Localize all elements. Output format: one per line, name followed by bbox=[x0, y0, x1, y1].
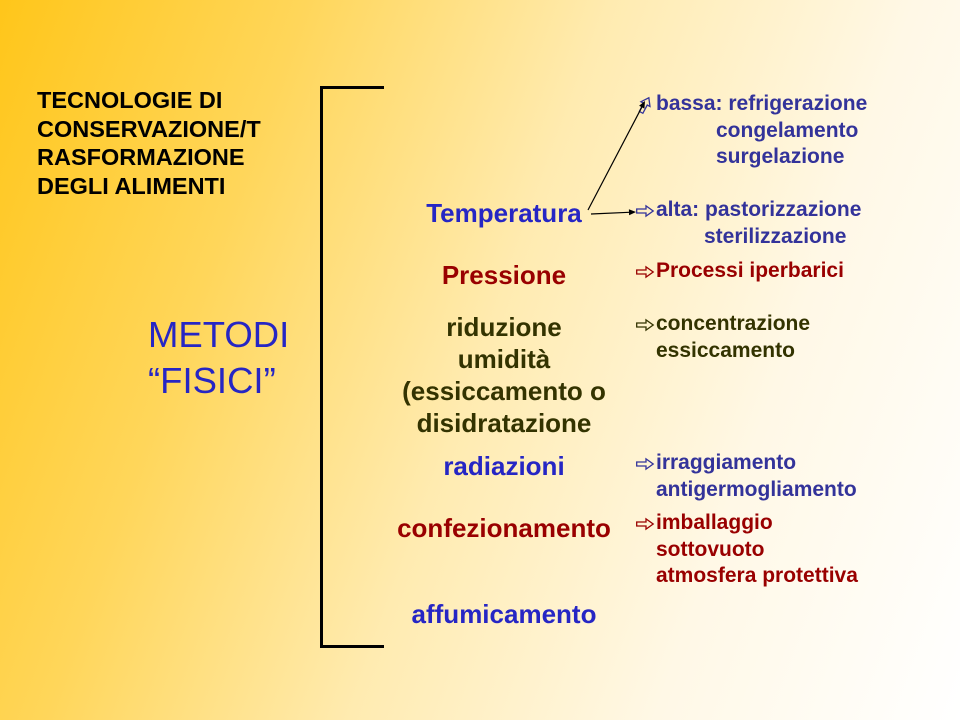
title-line: RASFORMAZIONE bbox=[37, 144, 245, 170]
slide-title bbox=[37, 86, 261, 200]
method-label: Pressione bbox=[441, 260, 567, 290]
title-line: TECNOLOGIE DI bbox=[37, 87, 223, 113]
bracket bbox=[320, 86, 384, 648]
method-label: Temperatura bbox=[426, 198, 582, 228]
method-temperatura bbox=[384, 197, 624, 229]
hollow-right-arrow-icon bbox=[636, 518, 654, 530]
method-radiazioni bbox=[384, 450, 624, 482]
method-pressione bbox=[384, 259, 624, 291]
detail-line: concentrazione bbox=[656, 312, 811, 335]
detail-temperatura-alta bbox=[636, 197, 861, 250]
detail-temperatura-bassa bbox=[636, 91, 867, 171]
detail-pressione bbox=[636, 258, 844, 285]
hollow-right-arrow-icon bbox=[636, 266, 654, 278]
hollow-right-arrow-icon bbox=[636, 319, 654, 331]
heading-line: METODI bbox=[148, 314, 290, 355]
detail-line: alta: pastorizzazione bbox=[656, 198, 862, 221]
heading-metodi-fisici bbox=[148, 312, 289, 404]
detail-line: congelamento bbox=[716, 118, 859, 142]
title-line: CONSERVAZIONE/T bbox=[37, 115, 261, 142]
detail-line: antigermogliamento bbox=[656, 477, 857, 501]
detail-line: essiccamento bbox=[656, 338, 795, 362]
detail-line: imballaggio bbox=[656, 511, 773, 534]
heading-line: “FISICI” bbox=[148, 360, 276, 401]
detail-confezionamento bbox=[636, 510, 858, 590]
method-label: disidratazione bbox=[416, 408, 592, 438]
method-label: riduzione bbox=[446, 312, 562, 342]
detail-radiazioni bbox=[636, 450, 857, 503]
detail-line: sterilizzazione bbox=[704, 224, 847, 248]
detail-line: sottovuoto bbox=[656, 537, 765, 561]
title-line: DEGLI ALIMENTI bbox=[37, 172, 226, 199]
hollow-right-arrow-icon bbox=[636, 205, 654, 217]
detail-line: irraggiamento bbox=[656, 451, 797, 474]
detail-riduzione-umidita bbox=[636, 311, 810, 364]
method-label: affumicamento bbox=[411, 599, 597, 629]
method-label: radiazioni bbox=[443, 451, 565, 481]
hollow-right-arrow-icon bbox=[636, 458, 654, 470]
method-label: (essiccamento o bbox=[402, 376, 606, 406]
method-affumicamento bbox=[384, 598, 624, 630]
detail-line: surgelazione bbox=[716, 145, 845, 168]
detail-line: bassa: refrigerazione bbox=[656, 92, 868, 115]
detail-line: atmosfera protettiva bbox=[656, 564, 858, 587]
method-confezionamento bbox=[384, 512, 624, 544]
method-label: umidità bbox=[457, 344, 551, 374]
detail-line: Processi iperbarici bbox=[656, 259, 844, 282]
method-label: confezionamento bbox=[397, 513, 611, 543]
method-riduzione-umidita bbox=[384, 311, 624, 439]
